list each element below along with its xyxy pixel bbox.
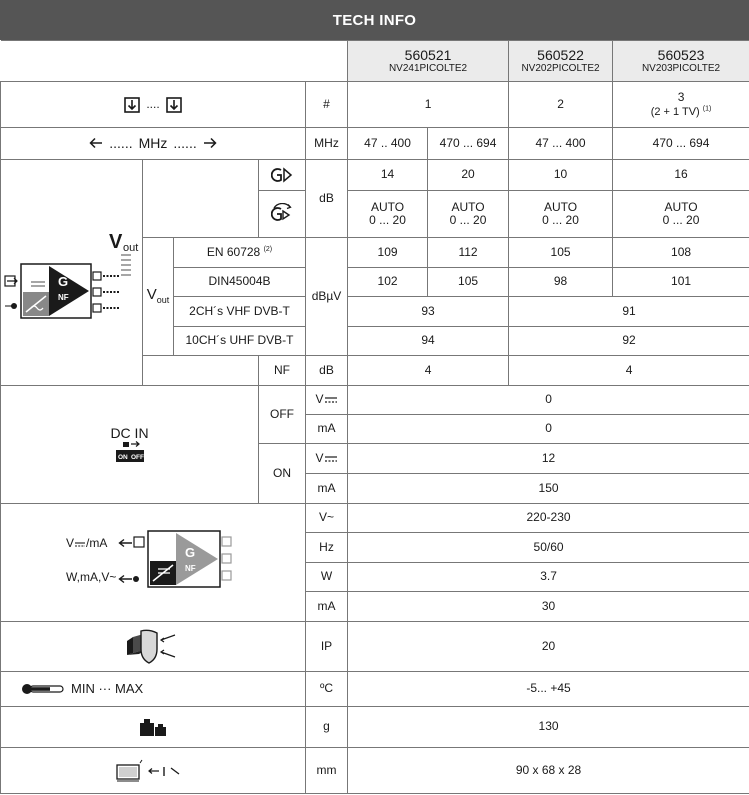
vout-symbol-cell — [143, 238, 174, 356]
vout-uhf-label: 10CH´s UHF DVB-T — [174, 327, 306, 356]
gain-unit: dB — [306, 160, 348, 238]
temperature-label-cell — [1, 672, 306, 707]
power-vac-value: 220-230 — [348, 504, 749, 533]
outputs-m3-note-text: (2 + 1 TV) — [650, 105, 700, 118]
nf-unit: dB — [306, 356, 348, 386]
power-w-value: 3.7 — [348, 563, 749, 592]
dcin-on-ma-value: 150 — [348, 474, 749, 504]
outputs-m3-note — [651, 106, 712, 118]
power-label-bottom: W,mA,V~ — [66, 569, 117, 584]
power-hz-value: 50/60 — [348, 533, 749, 563]
power-block-nf-label: NF — [185, 563, 196, 573]
model-code: 560523 — [657, 46, 705, 63]
temperature-label: MIN ··· MAX — [71, 680, 144, 696]
dc-volt-unit: V — [315, 392, 324, 407]
gain-adjust-icon — [271, 203, 293, 225]
vout-en-ref: (2) — [263, 245, 273, 253]
gain-m1a: 14 — [348, 160, 428, 191]
outputs-m3-note-ref: (1) — [702, 104, 712, 112]
gain-adjust-icon-cell — [259, 191, 306, 238]
frequency-m3: 470 ... 694 — [613, 128, 749, 160]
model-name: NV203PICOLTE2 — [641, 63, 721, 75]
weight-icon-cell — [1, 707, 306, 748]
auto-label: AUTO — [370, 200, 405, 215]
dcin-off-label: OFF — [259, 386, 306, 444]
weight-icon — [138, 717, 168, 737]
vout-unit: dBµV — [306, 238, 348, 356]
nf-m1: 4 — [348, 356, 509, 386]
model-header-row — [1, 41, 749, 82]
power-w-unit: W — [306, 563, 348, 592]
vout-vhf-m23: 91 — [509, 297, 749, 327]
vout-din-m3: 101 — [613, 268, 749, 297]
size-value: 90 x 68 x 28 — [348, 748, 749, 794]
vout-symbol-sub: out — [122, 241, 138, 254]
power-diagram-icon — [58, 523, 248, 603]
auto-label: AUTO — [451, 200, 485, 215]
tech-info-table — [0, 40, 749, 794]
vout-en-m2: 105 — [509, 238, 613, 268]
outputs-m3 — [613, 82, 749, 128]
dcin-on-v-value: 12 — [348, 444, 749, 474]
temperature-value: -5... +45 — [348, 672, 749, 707]
power-diagram-cell — [1, 504, 306, 622]
amplifier-diagram-icon — [3, 218, 141, 328]
frequency-label-text: MHz — [138, 134, 168, 151]
power-ma-value: 30 — [348, 592, 749, 622]
model-code: 560522 — [537, 46, 584, 63]
dcin-on-ma-unit: mA — [306, 474, 348, 504]
vout-symbol-main: V — [108, 230, 122, 253]
vout-en-m1a: 109 — [348, 238, 428, 268]
gain-icon-cell — [259, 160, 306, 191]
power-block-g-label: G — [185, 544, 196, 560]
ip-icon-cell — [1, 622, 306, 672]
dcin-off-v-value: 0 — [348, 386, 749, 415]
block-g-label: G — [57, 273, 68, 289]
dcin-switch-icon — [115, 441, 145, 463]
dcin-label: DC IN — [110, 424, 149, 441]
frequency-m1b: 470 ... 694 — [428, 128, 509, 160]
frequency-m2: 47 ... 400 — [509, 128, 613, 160]
outputs-label — [1, 82, 306, 128]
dcin-off-ma-value: 0 — [348, 415, 749, 444]
vout-uhf-m23: 92 — [509, 327, 749, 356]
nf-blank — [143, 356, 259, 386]
power-label-top: V — [66, 535, 75, 550]
model-name: NV241PICOLTE2 — [388, 63, 468, 75]
size-row — [1, 748, 749, 794]
header-blank — [1, 41, 348, 82]
auto-range: 0 ... 20 — [542, 212, 579, 227]
frequency-dots-right: ...... — [173, 134, 197, 151]
temperature-row — [1, 672, 749, 707]
gain-adjust-m2 — [509, 191, 613, 238]
dcin-on-v-unit — [306, 444, 348, 474]
ip-shield-icon — [123, 627, 183, 667]
auto-range: 0 ... 20 — [449, 212, 487, 227]
gain-adjust-m1b — [428, 191, 509, 238]
switch-off-label: OFF — [130, 454, 144, 462]
vout-vhf-label: 2CH´s VHF DVB-T — [174, 297, 306, 327]
vout-en-label — [174, 238, 306, 268]
frequency-unit: MHz — [306, 128, 348, 160]
gain-adjust-m1a — [348, 191, 428, 238]
model-name: NV202PICOLTE2 — [521, 63, 600, 75]
weight-unit: g — [306, 707, 348, 748]
auto-label: AUTO — [664, 200, 698, 215]
model-560523 — [613, 41, 749, 82]
dimensions-icon — [113, 758, 193, 784]
amplifier-diagram-cell — [1, 160, 143, 386]
outputs-m3-value: 3 — [677, 90, 685, 105]
arrow-left-icon — [89, 137, 103, 149]
vout-din-m1a: 102 — [348, 268, 428, 297]
model-560521 — [348, 41, 509, 82]
dcin-off-v-row — [1, 386, 749, 415]
gain-m1b: 20 — [428, 160, 509, 191]
size-unit: mm — [306, 748, 348, 794]
vout-din-label: DIN45004B — [174, 268, 306, 297]
frequency-row — [1, 128, 749, 160]
output-connector-icon — [166, 97, 182, 113]
ip-value: 20 — [348, 622, 749, 672]
dcin-on-label: ON — [259, 444, 306, 504]
gain-blank — [143, 160, 259, 238]
dc-volt-unit: V — [315, 450, 324, 465]
outputs-dots: .... — [146, 96, 160, 111]
nf-label: NF — [259, 356, 306, 386]
outputs-unit: # — [306, 82, 348, 128]
temperature-unit: ºC — [306, 672, 348, 707]
block-nf-label: NF — [57, 292, 69, 302]
outputs-m2: 2 — [509, 82, 613, 128]
frequency-m1a: 47 .. 400 — [348, 128, 428, 160]
auto-range: 0 ... 20 — [662, 212, 700, 227]
gain-m3: 16 — [613, 160, 749, 191]
vout-symbol-sub: out — [156, 295, 170, 306]
dcin-off-ma-unit: mA — [306, 415, 348, 444]
auto-label: AUTO — [543, 200, 578, 215]
gain-m2: 10 — [509, 160, 613, 191]
vout-symbol: V — [146, 286, 157, 304]
nf-m23: 4 — [509, 356, 749, 386]
size-icon-cell — [1, 748, 306, 794]
frequency-dots-left: ...... — [109, 134, 133, 151]
vout-en-label-text: EN 60728 — [206, 244, 261, 259]
model-560522 — [509, 41, 613, 82]
outputs-m1: 1 — [348, 82, 509, 128]
vout-din-m1b: 105 — [428, 268, 509, 297]
output-connector-icon — [124, 97, 140, 113]
power-hz-unit: Hz — [306, 533, 348, 563]
power-vac-row — [1, 504, 749, 533]
gain-row — [1, 160, 749, 191]
arrow-right-icon — [203, 137, 217, 149]
model-code: 560521 — [404, 46, 452, 63]
weight-value: 130 — [348, 707, 749, 748]
power-ma-unit: mA — [306, 592, 348, 622]
dc-symbol-icon — [324, 455, 338, 463]
switch-on-label: ON — [117, 454, 128, 462]
outputs-row — [1, 82, 749, 128]
dcin-label-cell — [1, 386, 259, 504]
gain-icon — [271, 166, 293, 184]
dc-symbol-icon — [324, 396, 338, 404]
vout-din-m2: 98 — [509, 268, 613, 297]
power-vac-unit: V~ — [306, 504, 348, 533]
thermometer-icon — [21, 683, 65, 695]
tech-info-title: TECH INFO — [0, 0, 749, 40]
weight-row — [1, 707, 749, 748]
vout-en-m1b: 112 — [428, 238, 509, 268]
ip-unit: IP — [306, 622, 348, 672]
frequency-label — [1, 128, 306, 160]
vout-uhf-m1: 94 — [348, 327, 509, 356]
auto-range: 0 ... 20 — [369, 212, 406, 227]
dcin-off-v-unit — [306, 386, 348, 415]
vout-en-m3: 108 — [613, 238, 749, 268]
ip-row — [1, 622, 749, 672]
power-label-top-unit: /mA — [86, 535, 108, 550]
gain-adjust-m3 — [613, 191, 749, 238]
vout-vhf-m1: 93 — [348, 297, 509, 327]
